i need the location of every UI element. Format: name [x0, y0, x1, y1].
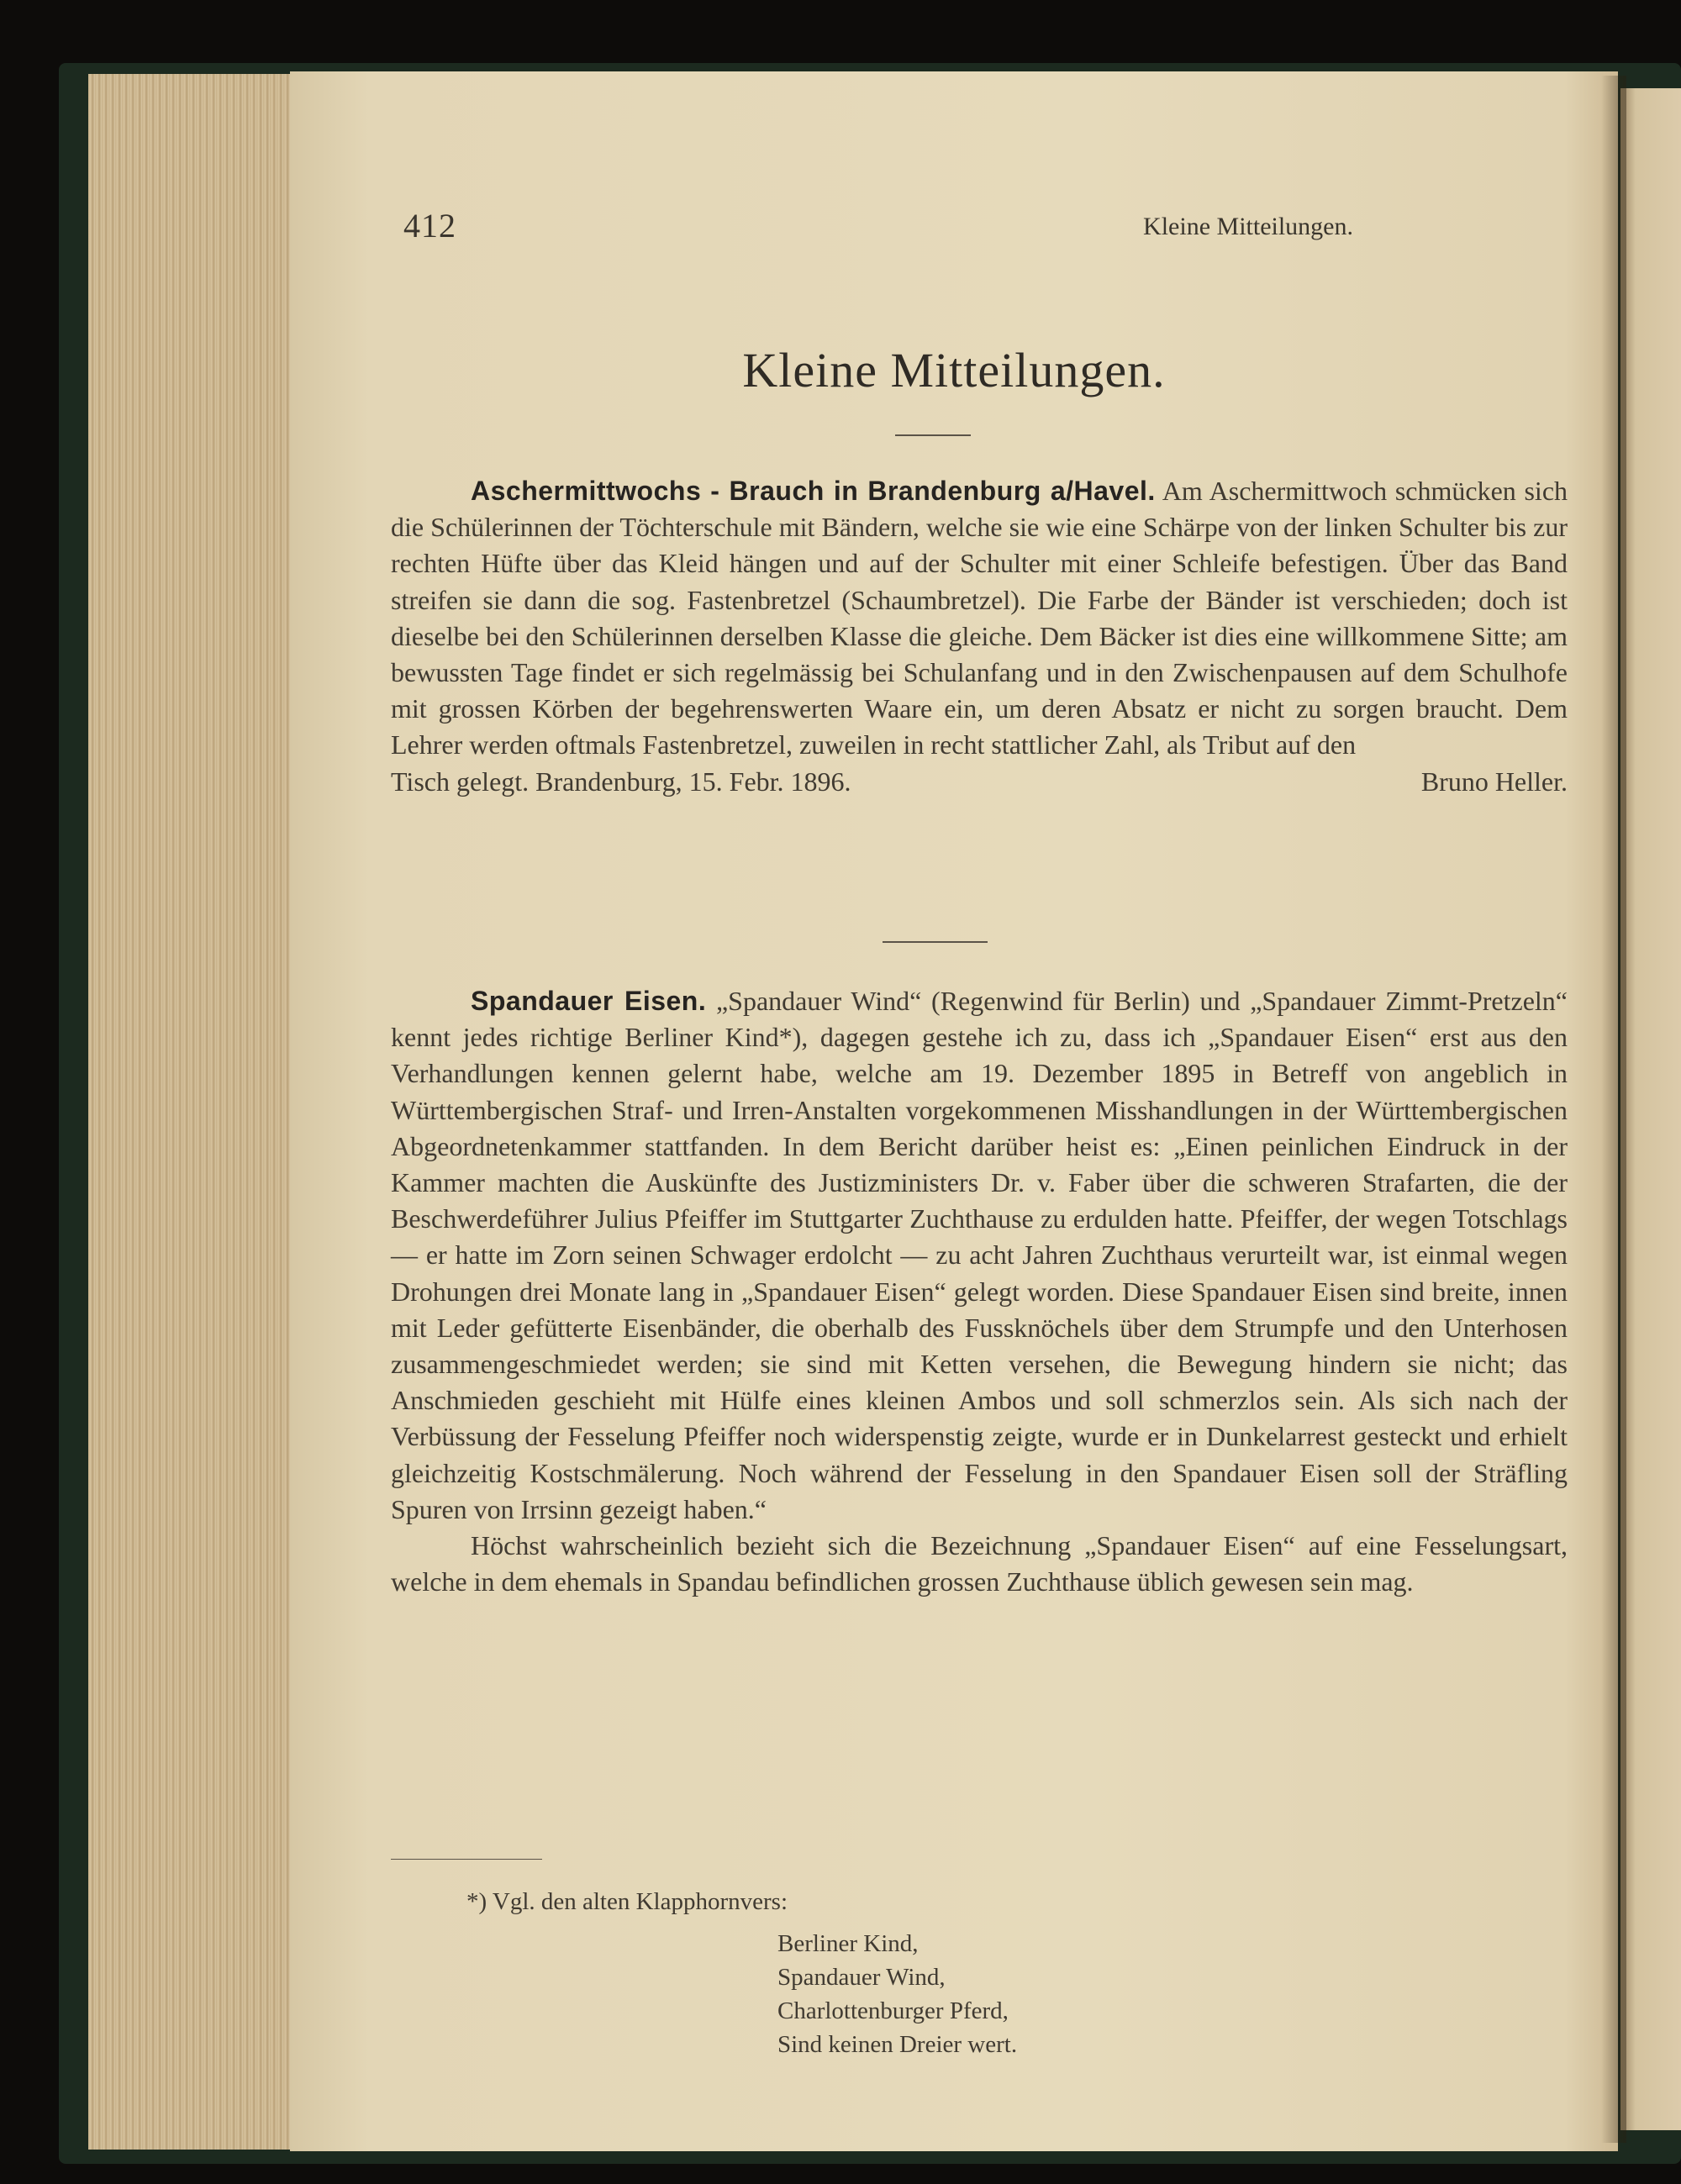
facing-page-edge	[1620, 88, 1681, 2130]
article-author: Bruno Heller.	[1420, 766, 1568, 797]
article-body: Am Aschermittwoch schmücken sich die Schülerinnen der Töchterschule mit Bändern, welche sie wie eine Schärpe von der linken Schulter bis zur rechten Hüfte über das Kleid hängen und auf der Schulter mit einer Schleife befestigen. Über das Band streifen sie dann die sog. Fastenbretzel (Schaumbretzel). Die Farbe der Bänder ist verschieden; doch ist dieselbe bei den Schülerinnen derselben Klasse die gleiche. Dem Bäcker ist dies eine willkommene Sitte; am bewussten Tage findet er sich regelmässig bei Schulanfang und in den Zwischenpausen auf dem Schulhofe mit grossen Körben der begehrenswerten Waare ein, um deren Absatz er nicht zu sorgen braucht. Dem Lehrer werden oftmals Fastenbretzel, zuweilen in recht stattlicher Zahl, als Tribut auf den	[391, 476, 1568, 760]
footnote-rule	[391, 1859, 542, 1860]
article-spandauer-eisen	[391, 983, 1568, 1600]
article-aschermittwoch	[391, 473, 1568, 800]
spine-shadow	[1601, 76, 1626, 2143]
running-title: Kleine Mitteilungen.	[1143, 213, 1353, 240]
footnote-verse	[777, 1927, 1017, 2061]
section-divider	[883, 941, 988, 943]
verse-line: Spandauer Wind,	[777, 1964, 946, 1991]
article-paragraph	[391, 473, 1568, 764]
title-rule	[895, 434, 971, 436]
footnote: *) Vgl. den alten Klapphornvers:	[466, 1888, 788, 1915]
verse-line: Charlottenburger Pferd,	[777, 1997, 1009, 2024]
article-dateline: Tisch gelegt. Brandenburg, 15. Febr. 1896.	[391, 766, 851, 797]
section-title: Kleine Mitteilungen.	[742, 343, 1166, 397]
verse-line: Berliner Kind,	[777, 1930, 919, 1957]
signature-line	[391, 764, 1568, 800]
article-paragraph	[391, 983, 1568, 1528]
verse-line: Sind keinen Dreier wert.	[777, 2031, 1018, 2058]
page-edges	[88, 74, 303, 2150]
page-number: 412	[403, 207, 456, 245]
running-head	[403, 206, 1563, 256]
article-paragraph: Höchst wahrscheinlich bezieht sich die Bezeichnung „Spandauer Eisen“ auf eine Fesselungsart, welche in dem ehemals in Spandau befindlichen grossen Zuchthause üblich gewesen sein mag.	[391, 1530, 1568, 1597]
article-body: „Spandauer Wind“ (Regenwind für Berlin) und „Spandauer Zimmt-Pretzeln“ kennt jedes richtige Berliner Kind*), dagegen gestehe ich zu, dass ich „Spandauer Eisen“ erst aus den Verhandlungen kennen gelernt habe, welche am 19. Dezember 1895 in Betreff von angeblich in Württembergischen Straf- und Irren-Anstalten vorgekommenen Misshandlungen in der Württembergischen Abgeordnetenkammer stattfanden. In dem Bericht darüber heist es: „Einen peinlichen Eindruck in der Kammer machten die Auskünfte des Justizministers Dr. v. Faber über die schweren Strafarten, die der Beschwerdeführer Julius Pfeiffer im Stuttgarter Zuchthause zu erdulden hatte. Pfeiffer, der wegen Totschlags — er hatte im Zorn seinen Schwager erdolcht — zu acht Jahren Zuchthaus verurteilt war, ist einmal wegen Drohungen drei Monate lang in „Spandauer Eisen“ gelegt worden. Diese Spandauer Eisen sind breite, innen mit Leder gefütterte Eisenbänder, die oberhalb des Fussknöchels über dem Strumpfe und den Unterhosen zusammengeschmiedet werden; sie sind mit Ketten versehen, die Bewegung hindern sie nicht; das Anschmieden geschieht mit Hülfe eines kleinen Ambos und soll schmerzlos sein. Als sich nach der Verbüssung der Fesselung Pfeiffer noch widerspenstig zeigte, wurde er in Dunkelarrest gesteckt und erhielt gleichzeitig Kostschmälerung. Noch während der Fesselung in den Spandauer Eisen soll der Sträfling Spuren von Irrsinn gezeigt haben.“	[391, 986, 1568, 1524]
article-heading: Aschermittwochs - Brauch in Brandenburg a/Havel.	[471, 476, 1156, 506]
article-heading: Spandauer Eisen.	[471, 986, 707, 1016]
book-page	[290, 71, 1618, 2151]
